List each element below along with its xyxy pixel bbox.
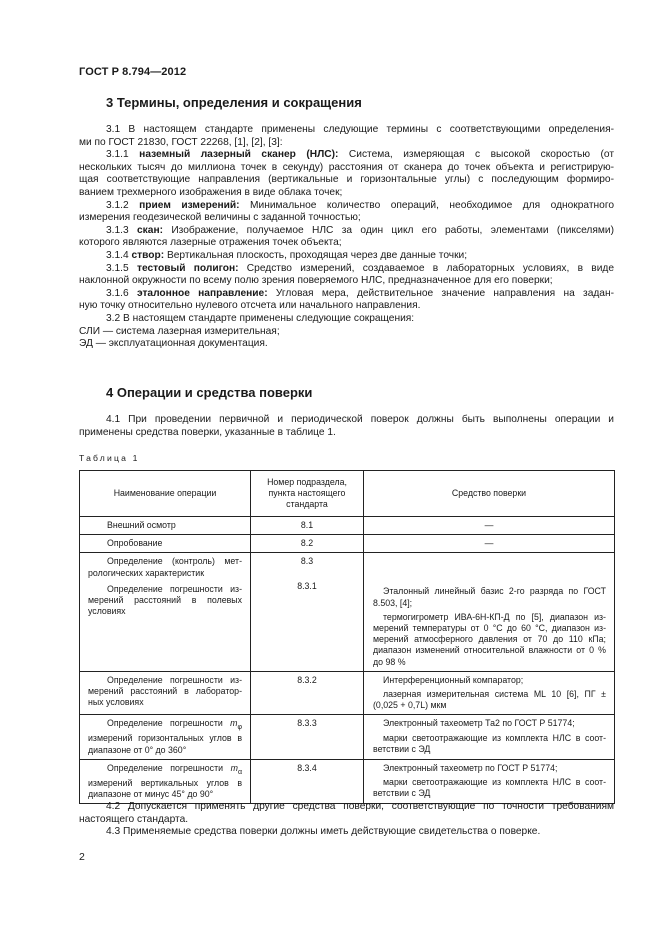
term-3-1-5-line-2: наклонной окружности по всему полю зрения поверяемого НЛС, предназначенное для его поверки; [79,275,553,287]
means-cell: — [364,535,615,553]
table-row [80,517,615,535]
means-cell: Электронный тахеометр по ГОСТ Р 51774; марки светоотражающие из комплекта НЛС в соот-ветствии с ЭД [364,759,615,803]
op-cell: Внешний осмотр [80,517,251,535]
term-title: прием измерений: [139,199,240,211]
means-cell: Интерференционный компаратор; лазерная измерительная система ML 10 [6], ПГ ± (0,025 + 0,7L) мкм [364,671,615,715]
term-3-1-2 [79,200,614,213]
term-definition: Угловая мера, действительное значение направления на задан- [267,287,614,299]
para-4-2-line-1: 4.2 Допускается применять другие средства поверки, соответствующие по точности требованиям [106,801,614,812]
section-4-title: 4 Операции и средства поверки [106,385,313,400]
num-cell: 8.3.2 [251,671,364,715]
table-row [80,535,615,553]
table-row [80,759,615,803]
term-3-1-1-line-4: ванием трехмерного изображения в виде облака точек; [79,186,343,198]
num-cell: 8.1 [251,517,364,535]
num-cell: 8.3.3 [251,715,364,759]
term-definition: Минимальное количество операций, необходимое для однократного [239,199,614,211]
para-4-2-line-2: настоящего стандарта. [79,813,189,825]
term-title: тестовый полигон: [136,262,239,274]
term-3-1-6 [79,288,614,301]
term-3-1-4 [79,250,614,263]
page-number: 2 [79,851,85,863]
table-header-row [80,471,615,517]
para-3-2: 3.2 В настоящем стандарте применены следующие сокращения: [106,312,415,324]
section-4-closing [79,801,614,839]
term-3-1-3-line-2: которого являются лазерные отражения точек объекта; [79,237,342,249]
verification-table [79,470,615,804]
para-4-1-line-2: применены средства поверки, указанные в таблице 1. [79,426,336,438]
means-cell: — [364,517,615,535]
header-means: Средство поверки [364,471,615,517]
term-3-1-5 [79,263,614,276]
num-cell: 8.3.4 [251,759,364,803]
para-3-1-line-2: ми по ГОСТ 21830, ГОСТ 22268, [1], [2], [3]: [79,136,283,148]
section-3-body [79,124,614,351]
term-definition: Вертикальная плоскость, проходящая через две данные точки; [164,249,468,261]
term-definition: Средство измерений, создаваемое в лабораторных условиях, в виде [238,262,614,274]
means-cell: Эталонный линейный базис 2-го разряда по ГОСТ 8.503, [4]; термогигрометр ИВА-6Н-КП-Д по [5], диапазон из-мерений температуры от 0 °С до 60 °С, диапазон из-мерений атмосферного давления от 70 до 110 кПа; диапазон изменений относительной влажности от 0 % до 98 % [364,553,615,671]
para-4-1-line-1: 4.1 При проведении первичной и периодической поверок должны быть выполнены операции и [106,414,614,425]
term-number: 3.1.6 [106,287,129,299]
abbr-sli: СЛИ — система лазерная измерительная; [79,325,280,337]
table-row [80,671,615,715]
term-3-1-3 [79,225,614,238]
para-3-1-line-1: 3.1 В настоящем стандарте применены следующие термины с соответствующими определения- [106,124,614,135]
op-cell: Определение погрешности $m_\varphi$ измерений горизонтальных углов в диапазоне от 0° до 360° [80,715,251,759]
term-3-1-1 [79,149,614,162]
term-number: 3.1.4 [106,249,129,261]
term-definition: Система, измеряющая с высокой скоростью (от [338,149,614,161]
term-number: 3.1.2 [106,199,129,211]
op-cell: Определение погрешности $m_\alpha$ измерений вертикальных углов в диапазоне от минус 45° до 90° [80,759,251,803]
term-title: створ: [131,249,165,261]
means-cell: Электронный тахеометр Та2 по ГОСТ Р 51774; марки светоотражающие из комплекта НЛС в соот-ветствии с ЭД [364,715,615,759]
term-number: 3.1.3 [106,224,129,236]
header-operation: Наименование операции [80,471,251,517]
term-definition: Изображение, получаемое НЛС за один цикл его работы, элементами (пикселями) [163,224,614,236]
term-number: 3.1.5 [106,262,129,274]
term-3-1-2-line-2: измерения геодезической величины с заданной точностью; [79,212,361,224]
para-4-3: 4.3 Применяемые средства поверки должны иметь действующие свидетельства о поверке. [106,826,541,838]
table-row [80,553,615,671]
term-title: скан: [137,224,163,236]
term-3-1-1-line-2: нескольких тысяч до миллиона точек в секунду) расстояния от сканера до точек объекта и регистрирую- [79,161,614,173]
section-4-intro [79,414,614,439]
num-cell: 8.3 8.3.1 [251,553,364,671]
num-cell: 8.2 [251,535,364,553]
term-title: эталонное направление: [136,287,268,299]
op-cell: Опробование [80,535,251,553]
term-number: 3.1.1 [106,149,129,161]
abbr-ed: ЭД — эксплуатационная документация. [79,338,268,350]
op-cell: Определение (контроль) мет-рологических характеристик Определение погрешности из-мерений расстояний в полевых условиях [80,553,251,671]
header-section-number: Номер подраздела, пункта настоящего стандарта [251,471,364,517]
section-3-title: 3 Термины, определения и сокращения [106,95,362,110]
term-3-1-6-line-2: ную точку относительно нулевого отсчета или начального направления. [79,300,421,312]
table-row [80,715,615,759]
table-caption: Таблица 1 [79,453,140,463]
op-cell: Определение погрешности из-мерений расстояний в лаборатор-ных условиях [80,671,251,715]
standard-header: ГОСТ Р 8.794—2012 [79,66,187,78]
term-title: наземный лазерный сканер (НЛС): [139,149,339,161]
term-3-1-1-line-3: щая соответствующие направления (вертикальные и горизонтальные углы) с последующим формиро- [79,174,614,186]
